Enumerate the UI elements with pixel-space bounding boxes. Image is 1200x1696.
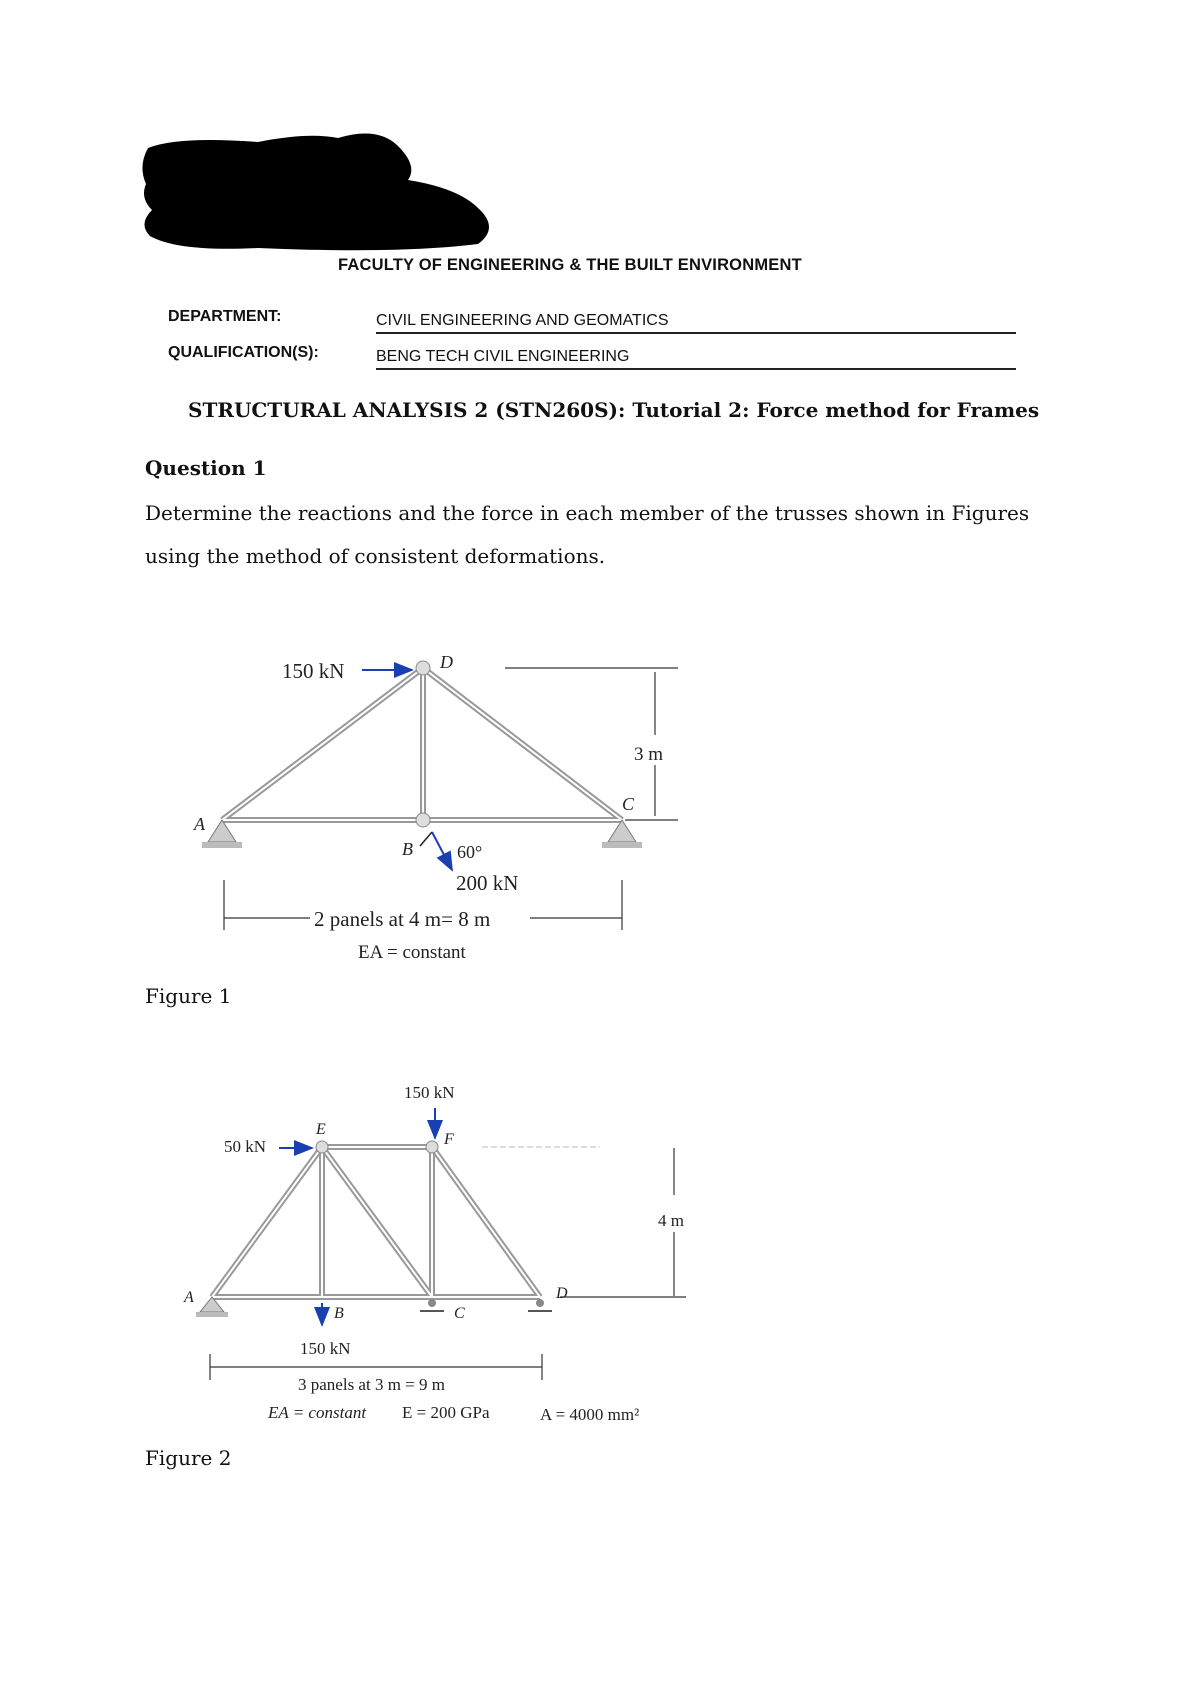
svg-text:D: D (440, 652, 453, 672)
label-modulus: E = 200 GPa (402, 1403, 490, 1422)
label-ea-2: EA = constant (268, 1403, 367, 1422)
faculty-heading: FACULTY OF ENGINEERING & THE BUILT ENVIRONMENT (338, 256, 802, 274)
svg-text:A: A (194, 814, 205, 834)
svg-text:F: F (444, 1131, 454, 1148)
svg-text:D: D (556, 1285, 568, 1302)
figure-1-caption: Figure 1 (145, 984, 232, 1008)
document-title: STRUCTURAL ANALYSIS 2 (STN260S): Tutorial 2: Force method for Frames (188, 398, 1040, 422)
label-span-2: 3 panels at 3 m = 9 m (298, 1375, 445, 1394)
label-200kn: 200 kN (456, 871, 519, 895)
svg-text:B: B (334, 1305, 344, 1322)
label-150kn-top: 150 kN (404, 1083, 455, 1102)
figure-2-caption: Figure 2 (145, 1446, 232, 1470)
label-span-1: 2 panels at 4 m= 8 m (314, 907, 491, 931)
question-heading: Question 1 (145, 456, 267, 480)
label-50kn: 50 kN (224, 1137, 267, 1156)
label-150kn-bottom: 150 kN (300, 1339, 351, 1358)
svg-text:A: A (184, 1289, 194, 1306)
label-150kn: 150 kN (282, 659, 345, 683)
label-4m: 4 m (658, 1211, 684, 1230)
label-area: A = 4000 mm² (540, 1405, 640, 1424)
qualification-value: BENG TECH CIVIL ENGINEERING (376, 348, 1016, 370)
label-3m: 3 m (634, 744, 664, 765)
label-ea-1: EA = constant (358, 942, 466, 963)
department-value: CIVIL ENGINEERING AND GEOMATICS (376, 312, 1016, 334)
svg-text:60°: 60° (457, 842, 483, 862)
svg-text:E: E (316, 1121, 326, 1138)
svg-text:B: B (402, 839, 413, 859)
svg-text:C: C (454, 1305, 465, 1322)
qualification-label: QUALIFICATION(S): (168, 344, 319, 361)
question-text: Determine the reactions and the force in each member of the trusses shown in Figures using the method of consistent deformations. (145, 501, 1030, 568)
svg-text:C: C (622, 794, 635, 814)
department-label: DEPARTMENT: (168, 308, 282, 325)
